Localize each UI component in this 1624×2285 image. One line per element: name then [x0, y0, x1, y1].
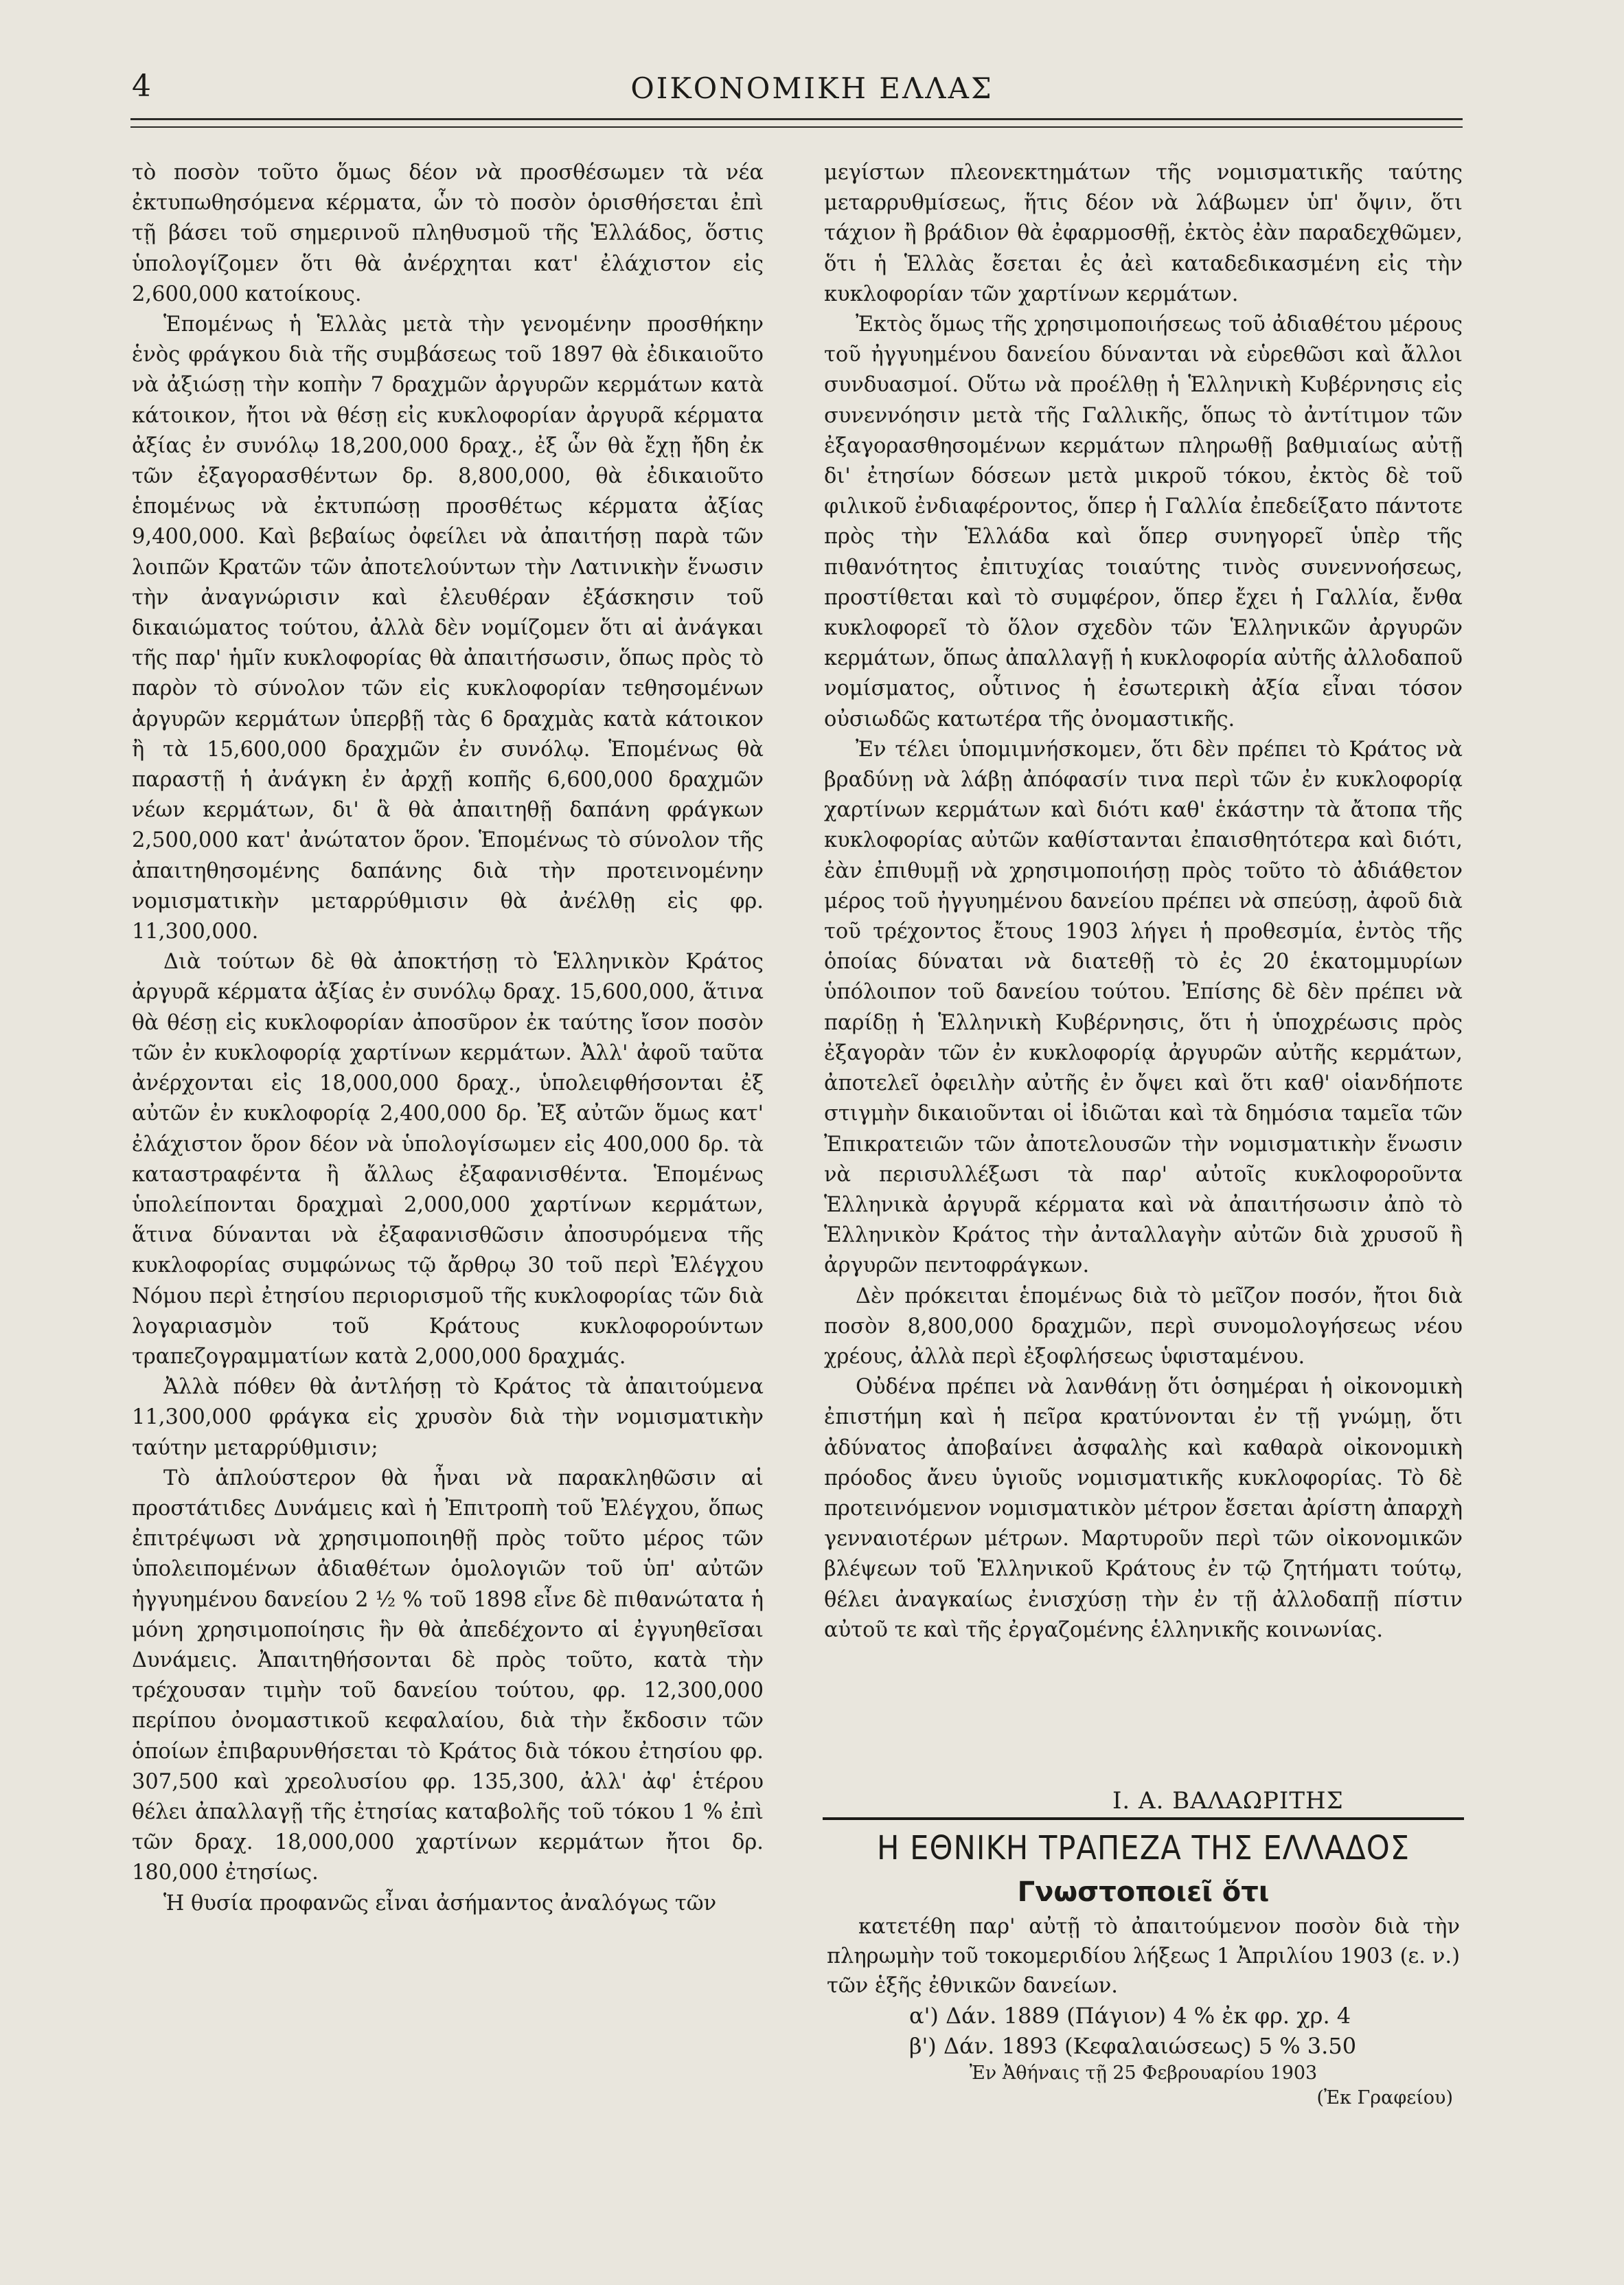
right-column [824, 158, 1463, 1646]
page-number: 4 [132, 69, 151, 104]
paragraph: Ἀλλὰ πόθεν θὰ ἀντλήσῃ τὸ Κράτος τὰ ἀπαιτούμενα 11,300,000 φράγκα εἰς χρυσὸν διὰ τὴν νομισματικὴν ταύτην μεταρρύθμισιν; [132, 1375, 764, 1460]
notice-rule [823, 1817, 1464, 1820]
paragraph: Ἐν τέλει ὑπομιμνήσκομεν, ὅτι δὲν πρέπει τὸ Κράτος νὰ βραδύνῃ νὰ λάβῃ ἀπόφασίν τινα περὶ τῶν ἐν κυκλοφορίᾳ χαρτίνων κερμάτων καὶ διότι καθ' ἑκάστην τὰ ἄτοπα τῆς κυκλοφορίας αὐτῶν καθίστανται ἐπαισθητότερα καὶ διότι, ἐὰν ἐπιθυμῇ νὰ χρησιμοποιήσῃ πρὸς τοῦτο τὸ ἀδιάθετον μέρος τοῦ ἠγγυημένου δανείου πρέπει νὰ σπεύσῃ, ἀφοῦ διὰ τοῦ τρέχοντος ἔτους 1903 λήγει ἡ προθεσμία, ἐντὸς τῆς ὁποίας δύναται νὰ διατεθῇ τὸ ἐς 20 ἑκατομμυρίων ὑπόλοιπον τοῦ δανείου τούτου. Ἐπίσης δὲ δὲν πρέπει νὰ παρίδῃ ἡ Ἑλληνικὴ Κυβέρνησις, ὅτι ἡ ὑποχρέωσις πρὸς ἐξαγορὰν τῶν ἐν κυκλοφορίᾳ ἀργυρῶν αὐτῆς κερμάτων, ἀποτελεῖ ὀφειλὴν αὐτῆς ἐν ὄψει καὶ ὅτι καθ' οἱανδήποτε στιγμὴν δικαιοῦνται οἱ ἰδιῶται καὶ τὰ δημόσια ταμεῖα τῶν Ἐπικρατειῶν τῶν ἀποτελουσῶν τὴν νομισματικὴν ἕνωσιν νὰ περισυλλέξωσι τὰ παρ' αὐτοῖς κυκλοφοροῦντα Ἑλληνικὰ ἀργυρᾶ κέρματα καὶ νὰ ἀπαιτήσωσιν ἀπὸ τὸ Ἑλληνικὸν Κράτος τὴν ἀνταλλαγὴν αὐτῶν διὰ χρυσοῦ ἢ ἀργυρῶν πεντοφράγκων. [824, 737, 1463, 1278]
paragraph: μεγίστων πλεονεκτημάτων τῆς νομισματικῆς ταύτης μεταρρυθμίσεως, ἥτις δέον νὰ λάβωμεν ὑπ' ὄψιν, ὅτι τάχιον ἢ βράδιον θὰ ἐφαρμοσθῇ, ἐκτὸς ἐὰν παραδεχθῶμεν, ὅτι ἡ Ἑλλὰς ἔσεται ἐς ἀεὶ καταδεδικασμένη εἰς τὴν κυκλοφορίαν τῶν χαρτίνων κερμάτων. [824, 161, 1463, 306]
paragraph: τὸ ποσὸν τοῦτο ὅμως δέον νὰ προσθέσωμεν τὰ νέα ἐκτυπωθησόμενα κέρματα, ὧν τὸ ποσὸν ὁρισθήσεται ἐπὶ τῇ βάσει τοῦ σημερινοῦ πληθυσμοῦ τῆς Ἑλλάδος, ὅστις ὑπολογίζομεν ὅτι θὰ ἀνέρχηται κατ' ἐλάχιστον εἰς 2,600,000 κατοίκους. [132, 161, 764, 306]
running-title: ΟΙΚΟΝΟΜΙΚΗ ΕΛΛΑΣ [630, 71, 994, 105]
bank-notice [823, 1824, 1464, 2111]
loan-line: α') Δάν. 1889 (Πάγιον) 4 % ἐκ φρ. χρ. 4 [909, 2003, 1351, 2029]
left-column [132, 158, 764, 1919]
notice-date: Ἐν Ἀθήναις τῇ 25 Φεβρουαρίου 1903 [969, 2062, 1318, 2084]
paragraph: Ἡ θυσία προφανῶς εἶναι ἀσήμαντος ἀναλόγως τῶν [163, 1891, 717, 1915]
author-signature: Ι. Α. ΒΑΛΑΩΡΙΤΗΣ [1112, 1787, 1344, 1815]
paragraph: Ἐκτὸς ὅμως τῆς χρησιμοποιήσεως τοῦ ἀδιαθέτου μέρους τοῦ ἠγγυημένου δανείου δύνανται νὰ εὑρεθῶσι καὶ ἄλλοι συνδυασμοί. Οὕτω νὰ προέλθῃ ἡ Ἑλληνικὴ Κυβέρνησις εἰς συνεννόησιν μετὰ τῆς Γαλλικῆς, ὅπως τὸ ἀντίτιμον τῶν ἐξαγορασθησομένων κερμάτων πληρωθῇ βαθμιαίως αὐτῇ δι' ἐτησίων δόσεων μετὰ μικροῦ τόκου, ἐκτὸς δὲ τοῦ φιλικοῦ ἐνδιαφέροντος, ὅπερ ἡ Γαλλία ἐπεδείξατο πάντοτε πρὸς τὴν Ἑλλάδα καὶ ὅπερ συνηγορεῖ ὑπὲρ τῆς πιθανότητος ἐπιτυχίας τοιαύτης τινὸς συνεννοήσεως, προστίθεται καὶ τὸ συμφέρον, ὅπερ ἔχει ἡ Γαλλία, ἔνθα κυκλοφορεῖ τὸ ὅλον σχεδὸν τῶν Ἑλληνικῶν ἀργυρῶν κερμάτων, ὅπως ἀπαλλαγῇ ἡ κυκλοφορία αὐτῆς ἀλλοδαποῦ νομίσματος, οὗτινος ἡ ἐσωτερικὴ ἀξία εἶναι τόσον οὐσιωδῶς κατωτέρα τῆς ὀνομαστικῆς. [824, 312, 1463, 731]
paragraph: Οὐδένα πρέπει νὰ λανθάνῃ ὅτι ὁσημέραι ἡ οἰκονομικὴ ἐπιστήμη καὶ ἡ πεῖρα κρατύνονται ἐν τῇ γνώμῃ, ὅτι ἀδύνατος ἀποβαίνει ἀσφαλὴς καὶ καθαρὰ οἰκονομικὴ πρόοδος ἄνευ ὑγιοῦς νομισματικῆς κυκλοφορίας. Τὸ δὲ προτεινόμενον νομισματικὸν μέτρον ἔσεται ἀρίστη ἀπαρχὴ γενναιοτέρων μέτρων. Μαρτυροῦν περὶ τῶν οἰκονομικῶν βλέψεων τοῦ Ἑλληνικοῦ Κράτους ἐν τῷ ζητήματι τούτῳ, θέλει ἀναγκαίως ἐνισχύσῃ τὴν ἐν τῇ ἀλλοδαπῇ πίστιν αὐτοῦ τε καὶ τῆς ἐργαζομένης ἑλληνικῆς κοινωνίας. [824, 1375, 1463, 1642]
notice-title: Η ΕΘΝΙΚΗ ΤΡΑΠΕΖΑ ΤΗΣ ΕΛΛΑΔΟΣ [876, 1829, 1410, 1867]
header-rule-thin [130, 126, 1463, 128]
paragraph: Τὸ ἁπλούστερον θὰ ἦναι νὰ παρακληθῶσιν αἱ προστάτιδες Δυνάμεις καὶ ἡ Ἐπιτροπὴ τοῦ Ἐλέγχου, ὅπως ἐπιτρέψωσι νὰ χρησιμοποιηθῇ πρὸς τοῦτο μέρος τῶν ὑπολειπομένων ἀδιαθέτων ὁμολογιῶν τοῦ ὑπ' αὐτῶν ἠγγυημένου δανείου 2 ½ % τοῦ 1898 εἶνε δὲ πιθανώτατα ἡ μόνη χρησιμοποίησις ἣν θὰ ἀπεδέχοντο αἱ ἐγγυηθεῖσαι Δυνάμεις. Ἀπαιτηθήσονται δὲ πρὸς τοῦτο, κατὰ τὴν τρέχουσαν τιμὴν τοῦ δανείου τούτου, φρ. 12,300,000 περίπου ὀνομαστικοῦ κεφαλαίου, διὰ τὴν ἔκδοσιν τῶν ὁποίων ἐπιβαρυνθήσεται τὸ Κράτος διὰ τόκου ἐτησίου φρ. 307,500 καὶ χρεολυσίου φρ. 135,300, ἀλλ' ἀφ' ἑτέρου θέλει ἀπαλλαγῇ τῆς ἐτησίας καταβολῆς τοῦ τόκου 1 % ἐπὶ τῶν δραχ. 18,000,000 χαρτίνων κερμάτων ἤτοι δρ. 180,000 ἐτησίως. [132, 1466, 764, 1885]
paragraph: Διὰ τούτων δὲ θὰ ἀποκτήσῃ τὸ Ἑλληνικὸν Κράτος ἀργυρᾶ κέρματα ἀξίας ἐν συνόλῳ δραχ. 15,600,000, ἅτινα θὰ θέσῃ εἰς κυκλοφορίαν ἀποσῦρον ἐκ ταύτης ἴσον ποσὸν τῶν ἐν κυκλοφορίᾳ χαρτίνων κερμάτων. Ἀλλ' ἀφοῦ ταῦτα ἀνέρχονται εἰς 18,000,000 δραχ., ὑπολειφθήσονται ἐξ αὐτῶν ἐν κυκλοφορίᾳ 2,400,000 δρ. Ἐξ αὐτῶν ὅμως κατ' ἐλάχιστον ὅρον δέον νὰ ὑπολογίσωμεν εἰς 400,000 δρ. τὰ καταστραφέντα ἢ ἄλλως ἐξαφανισθέντα. Ἑπομένως ὑπολείπονται δραχμαὶ 2,000,000 χαρτίνων κερμάτων, ἅτινα δύνανται νὰ ἐξαφανισθῶσιν ἀποσυρόμενα τῆς κυκλοφορίας συμφώνως τῷ ἄρθρῳ 30 τοῦ περὶ Ἐλέγχου Νόμου περὶ ἐτησίου περιορισμοῦ τῆς κυκλοφορίας τῶν διὰ λογαριασμὸν τοῦ Κράτους κυκλοφορούντων τραπεζογραμματίων κατὰ 2,000,000 δραχμάς. [132, 950, 764, 1369]
header-rule [130, 118, 1463, 120]
loan-line: β') Δάν. 1893 (Κεφαλαιώσεως) 5 % 3.50 [909, 2033, 1357, 2059]
paragraph: Δὲν πρόκειται ἑπομένως διὰ τὸ μεῖζον ποσόν, ἤτοι διὰ ποσὸν 8,800,000 δραχμῶν, περὶ συνομολογήσεως νέου χρέους, ἀλλὰ περὶ ἐξοφλήσεως ὑφισταμένου. [824, 1284, 1463, 1369]
paragraph: Ἑπομένως ἡ Ἑλλὰς μετὰ τὴν γενομένην προσθήκην ἑνὸς φράγκου διὰ τῆς συμβάσεως τοῦ 1897 θὰ ἐδικαιοῦτο νὰ ἀξιώσῃ τὴν κοπὴν 7 δραχμῶν ἀργυρῶν κερμάτων κατὰ κάτοικον, ἤτοι νὰ θέσῃ εἰς κυκλοφορίαν ἀργυρᾶ κέρματα ἀξίας ἐν συνόλῳ 18,200,000 δραχ., ἐξ ὧν θὰ ἔχῃ ἤδη ἐκ τῶν ἐξαγορασθέντων δρ. 8,800,000, θὰ ἐδικαιοῦτο ἑπομένως νὰ ἐκτυπώσῃ προσθέτως κέρματα ἀξίας 9,400,000. Καὶ βεβαίως ὀφείλει νὰ ἀπαιτήσῃ παρὰ τῶν λοιπῶν Κρατῶν τῶν ἀποτελούντων τὴν Λατινικὴν ἕνωσιν τὴν ἀναγνώρισιν καὶ ἐλευθέραν ἐξάσκησιν τοῦ δικαιώματος τούτου, ἀλλὰ δὲν νομίζομεν ὅτι αἱ ἀνάγκαι τῆς παρ' ἡμῖν κυκλοφορίας θὰ ἀπαιτήσωσιν, ὅπως πρὸς τὸ παρὸν τὸ σύνολον τῶν εἰς κυκλοφορίαν τεθησομένων ἀργυρῶν κερμάτων ὑπερβῇ τὰς 6 δραχμὰς κατὰ κάτοικον ἢ τὰ 15,600,000 δραχμῶν ἐν συνόλῳ. Ἑπομένως θὰ παραστῇ ἡ ἀνάγκη ἐν ἀρχῇ κοπῆς 6,600,000 δραχμῶν νέων κερμάτων, δι' ἃ θὰ ἀπαιτηθῇ δαπάνη φράγκων 2,500,000 κατ' ἀνώτατον ὅρον. Ἑπομένως τὸ σύνολον τῆς ἀπαιτηθησομένης δαπάνης διὰ τὴν προτεινομένην νομισματικὴν μεταρρύθμισιν θὰ ἀνέλθῃ εἰς φρ. 11,300,000. [132, 312, 764, 944]
notice-text: κατετέθη παρ' αὐτῇ τὸ ἀπαιτούμενον ποσὸν διὰ τὴν πληρωμὴν τοῦ τοκομεριδίου λήξεως 1 Ἀπριλίου 1903 (ε. ν.) τῶν ἑξῆς ἐθνικῶν δανείων. [827, 1915, 1460, 1998]
notice-office: (Ἐκ Γραφείου) [1316, 2087, 1453, 2108]
notice-body [823, 1912, 1464, 2111]
notice-subtitle: Γνωστοποιεῖ ὅτι [1017, 1876, 1270, 1908]
